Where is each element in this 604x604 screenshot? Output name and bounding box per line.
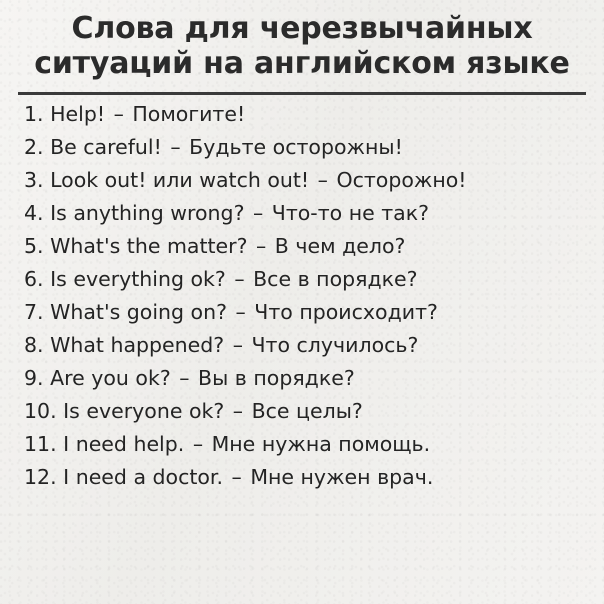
item-english: What happened? <box>50 332 225 357</box>
item-english: Be careful! <box>50 134 162 159</box>
item-separator: – <box>113 101 124 126</box>
item-separator: – <box>231 464 242 489</box>
item-english: Is everyone ok? <box>63 398 225 423</box>
item-separator: – <box>232 398 244 423</box>
list-item <box>24 332 586 368</box>
item-number: 5. <box>24 233 44 258</box>
list-item <box>24 464 586 500</box>
item-russian: Осторожно! <box>336 167 467 192</box>
list-item <box>24 398 586 434</box>
item-russian: Будьте осторожны! <box>189 134 403 159</box>
phrase-list <box>14 95 590 500</box>
item-russian: Что-то не так? <box>271 200 429 225</box>
item-english: Is anything wrong? <box>50 200 245 225</box>
item-number: 7. <box>24 299 44 324</box>
item-russian: Все целы? <box>251 398 363 423</box>
item-russian: Мне нужен врач. <box>250 464 434 489</box>
item-separator: – <box>179 365 190 390</box>
item-russian: Все в порядке? <box>253 266 418 291</box>
item-number: 3. <box>24 167 44 192</box>
item-number: 2. <box>24 134 44 159</box>
item-russian: Что происходит? <box>254 299 438 324</box>
item-separator: – <box>192 431 204 456</box>
list-item <box>24 365 586 401</box>
item-number: 6. <box>24 266 44 291</box>
item-russian: Мне нужна помощь. <box>211 431 431 456</box>
item-number: 8. <box>24 332 44 357</box>
item-english: Help! <box>50 101 106 126</box>
item-separator: – <box>252 200 264 225</box>
item-english: Look out! или watch out! <box>50 167 310 192</box>
item-separator: – <box>256 233 267 258</box>
list-item <box>24 134 586 170</box>
list-item <box>24 299 586 335</box>
page-title: Слова для черезвычайных ситуаций на английском языке <box>34 11 570 81</box>
list-item <box>24 167 586 203</box>
item-number: 11. <box>24 431 57 456</box>
item-number: 4. <box>24 200 44 225</box>
item-separator: – <box>234 266 245 291</box>
item-separator: – <box>232 332 243 357</box>
item-number: 12. <box>24 464 57 489</box>
item-russian: Вы в порядке? <box>198 365 355 390</box>
list-item <box>24 233 586 269</box>
item-russian: В чем дело? <box>274 233 406 258</box>
item-english: I need help. <box>63 431 185 456</box>
item-separator: – <box>317 167 328 192</box>
item-english: What's going on? <box>50 299 227 324</box>
item-english: I need a doctor. <box>63 464 223 489</box>
item-english: Is everything ok? <box>50 266 226 291</box>
item-number: 1. <box>24 101 44 126</box>
list-item <box>24 200 586 236</box>
list-item <box>24 266 586 302</box>
item-english: What's the matter? <box>50 233 248 258</box>
item-number: 10. <box>24 398 57 423</box>
item-russian: Что случилось? <box>251 332 419 357</box>
list-item <box>24 431 586 467</box>
item-english: Are you ok? <box>50 365 171 390</box>
item-separator: – <box>235 299 246 324</box>
item-separator: – <box>170 134 181 159</box>
item-russian: Помогите! <box>132 101 246 126</box>
item-number: 9. <box>24 365 44 390</box>
list-item <box>24 101 586 137</box>
